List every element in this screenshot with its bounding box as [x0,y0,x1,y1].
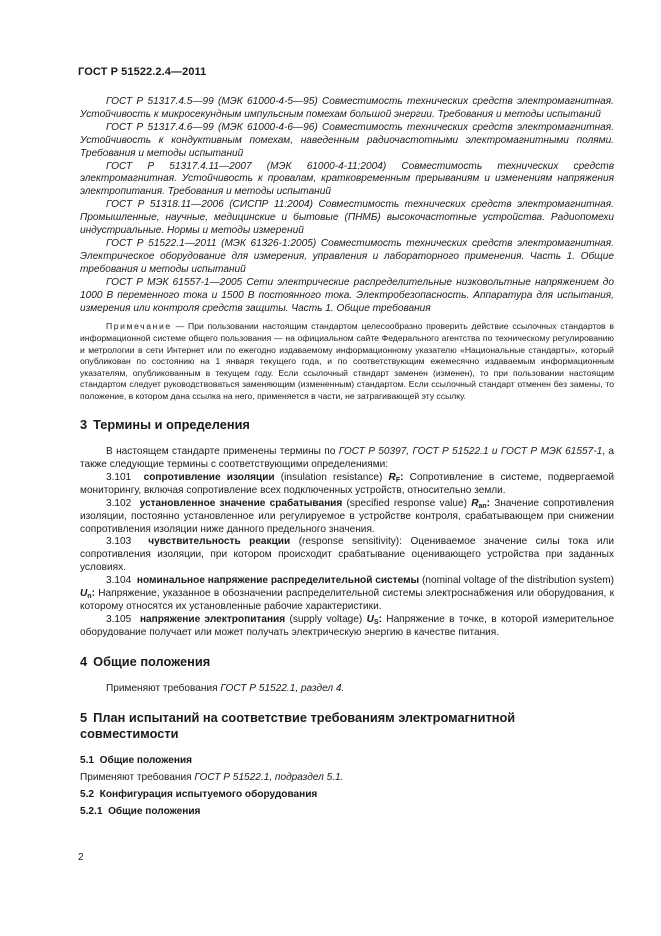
normative-reference: ГОСТ Р 51317.4.5—99 (МЭК 61000-4-5—95) Совместимость технических средств электромагнитная. Устойчивость к микросекундным импульсным помехам большой энергии. Требования и методы испытаний [80,96,614,120]
section-heading: 5 План испытаний на соответствие требованиям электромагнитной совместимости [80,710,516,741]
term-entry: 3.103 чувствительность реакции (response sensitivity): Оцениваемое значение силы тока или сопротивления изоляции, при котором происходит срабатывание оценивающего устройства при заданных условиях. [80,536,615,574]
document-header: ГОСТ Р 51522.2.4—2011 [78,66,207,78]
document-body [80,96,614,819]
section-heading: 3 Термины и определения [80,416,250,432]
section-heading: 4 Общие положения [80,653,211,669]
subsection-heading: 5.1 Общие положения [80,755,193,767]
term-entry: 3.104 номинальное напряжение распределительной системы (nominal voltage of the distribution system) $U_n$: Напряжение, указанное в обозначении распределительной системы электроснабжения или оборудования, к которому относятся их установленные рабочие характеристики. [80,575,614,612]
normative-reference: ГОСТ Р 51317.4.11—2007 (МЭК 61000-4-11:2004) Совместимость технических средств электромагнитная. Устойчивость к провалам, кратковременным прерываниям и изменениям напряжения электропитания. Требования и методы испытаний [80,160,614,198]
subsection-heading: 5.2 Конфигурация испытуемого оборудования [80,788,318,800]
page-number: 2 [78,852,84,863]
normative-reference: ГОСТ Р 51318.11—2006 (СИСПР 11:2004) Совместимость технических средств электромагнитная. Промышленные, научные, медицинские и бытовые (ПНМБ) высокочастотные устройства. Радиопомехи индустриальные. Нормы и методы измерений [80,199,614,237]
normative-reference: ГОСТ Р 51522.1—2011 (МЭК 61326-1:2005) Совместимость технических средств электромагнитная. Электрическое оборудование для измерения, управления и лабораторного применения. Часть 1. Общие требования и методы испытаний [80,237,614,275]
normative-reference: ГОСТ Р МЭК 61557-1—2005 Сети электрические распределительные низковольтные напряжением до 1000 В переменного тока и 1500 В постоянного тока. Электробезопасность. Аппаратура для испытания, измерения или контроля средств защиты. Часть 1. Общие требования [80,276,614,314]
term-entry: 3.102 установленное значение срабатывания (specified response value) $R_{an}$: Значение сопротивления изоляции, постоянно установленное или регулируемое в устройстве контроля, срабатывающем при снижении сопротивления изоляции ниже данного предельного значения. [80,497,614,535]
normative-reference: ГОСТ Р 51317.4.6—99 (МЭК 61000-4-6—96) Совместимость технических средств электромагнитная. Устойчивость к кондуктивным помехам, наведенным радиочастотными электромагнитными полями. Требования и методы испытаний [80,121,614,159]
intro-references: ГОСТ Р 50397, ГОСТ Р 51522.1 и ГОСТ Р МЭК 61557-1 [338,446,603,458]
note-text: — При пользовании настоящим стандартом целесообразно проверить действие ссылочных стандартов в информационной системе общего пользования — на официальном сайте Федерального агентства по техническому регулированию и метрологии в сети Интернет или по ежегодно издаваемому информационному указателю «Национальные стандарты», который опубликован по состоянию на 1 января текущего года, и по соответствующим ежемесячно издаваемым информационным указателям, опубликованным в текущем году. Если ссылочный стандарт заменен (изменен), то при пользовании настоящим стандартом следует руководствоваться заменяющим (измененным) стандартом. Если ссылочный стандарт отменен без замены, то положение, в котором дана ссылка на него, применяется в части, не затрагивающей эту ссылку. [80,321,614,401]
subsection-heading: 5.2.1 Общие положения [80,805,201,817]
section-text: Применяют требования ГОСТ Р 51522.1, раздел 4. [106,683,345,695]
subsection-text: Применяют требования ГОСТ Р 51522.1, подраздел 5.1. [80,771,344,783]
term-entry: 3.101 сопротивление изоляции (insulation resistance) $R_F$: Сопротивление в системе, подвергаемой мониторингу, включая сопротивление всех подключенных устройств, относительно земли. [80,471,615,496]
reference-note [80,321,614,402]
section-intro: В настоящем стандарте применены термины по ГОСТ Р 50397, ГОСТ Р 51522.1 и ГОСТ Р МЭК 61557-1, а также следующие термины с соответствующими определениями: [80,446,615,470]
term-entry: 3.105 напряжение электропитания (supply voltage) $U_S$: Напряжение в точке, в которой измерительное оборудование получает или может получать электрическую энергию в качестве питания. [80,613,615,638]
note-label: Примечание [106,321,172,332]
